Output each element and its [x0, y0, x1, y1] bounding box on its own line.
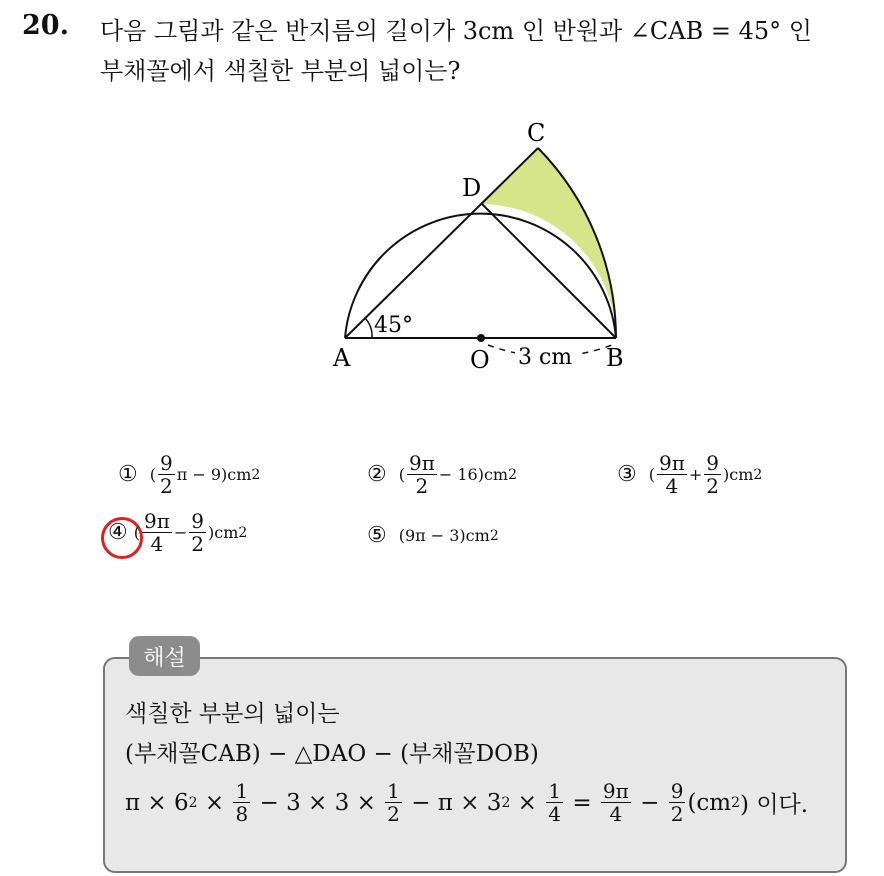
expr-part: − — [632, 789, 667, 816]
frac-num: 9π — [658, 451, 685, 475]
choice-5-mark: ⑤ — [367, 523, 387, 548]
choice-1-text: π − 9)cm — [176, 465, 252, 484]
choice-1-mark: ① — [118, 462, 138, 487]
question-number: 20. — [22, 10, 69, 41]
expr-sup: 2 — [188, 794, 198, 811]
expr-part: − 3 × 3 × — [252, 789, 384, 816]
choice-2-sup: 2 — [508, 466, 518, 483]
frac-num: 9 — [159, 451, 173, 475]
choice-4-open: ( — [133, 523, 140, 542]
frac-den: 2 — [191, 532, 204, 556]
choice-4-mark: ④ — [108, 520, 128, 545]
frac-num: 9 — [706, 451, 719, 475]
choice-4-sup: 2 — [238, 524, 248, 541]
expr-part: π × 6 — [125, 789, 189, 816]
label-o: O — [470, 346, 490, 374]
frac-den: 2 — [415, 474, 429, 498]
choice-4[interactable] — [108, 510, 247, 555]
frac-den: 4 — [150, 532, 164, 556]
segment-ac — [345, 148, 538, 338]
choice-1-sup: 2 — [251, 466, 261, 483]
expr-part: (cm — [687, 789, 732, 816]
choice-5[interactable] — [367, 523, 499, 548]
radius-label: 3 cm — [518, 345, 573, 370]
expr-equals: = — [565, 789, 599, 816]
choice-3-sup: 2 — [753, 466, 763, 483]
expr-fraction — [669, 780, 686, 825]
choice-2-text: − 16)cm — [438, 465, 509, 484]
frac-num: 9 — [670, 779, 684, 803]
angle-label: 45° — [374, 313, 413, 338]
choice-3-mark: ③ — [617, 462, 637, 487]
expr-fraction — [233, 780, 250, 825]
choice-1-open: ( — [149, 465, 156, 484]
frac-num: 1 — [387, 779, 400, 803]
frac-num: 1 — [235, 779, 249, 803]
frac-num: 9π — [143, 509, 170, 533]
choice-3[interactable] — [617, 452, 762, 497]
expr-part: × — [510, 789, 545, 816]
center-point-o — [477, 334, 485, 342]
expr-fraction — [385, 780, 402, 825]
choice-3-fraction-1 — [657, 452, 687, 497]
choice-4-text: )cm — [208, 523, 239, 542]
label-d: D — [462, 174, 482, 202]
frac-den: 4 — [548, 802, 562, 826]
choice-5-sup: 2 — [489, 527, 499, 544]
expr-part: − π × 3 — [403, 789, 502, 816]
label-b: B — [606, 344, 624, 372]
choice-3-text: )cm — [723, 465, 754, 484]
choice-2-mark: ② — [367, 462, 387, 487]
frac-num: 9 — [191, 509, 204, 533]
expr-fraction — [546, 780, 563, 825]
solution-tag: 해설 — [129, 636, 200, 676]
expr-sup: 2 — [731, 794, 741, 811]
shaded-region — [482, 148, 616, 338]
angle-arc — [365, 318, 372, 338]
choice-2[interactable] — [367, 452, 517, 497]
frac-num: 9π — [602, 779, 629, 803]
choice-1-fraction — [158, 452, 175, 497]
choice-2-open: ( — [398, 465, 405, 484]
frac-den: 2 — [670, 802, 684, 826]
frac-num: 9π — [408, 451, 435, 475]
frac-num: 1 — [548, 779, 562, 803]
expr-sup: 2 — [501, 794, 511, 811]
expr-part: × — [197, 789, 232, 816]
choice-4-fraction-2 — [189, 510, 206, 555]
frac-den: 2 — [387, 802, 400, 826]
solution-line-1: 색칠한 부분의 넓이는 — [125, 701, 340, 727]
question-line-2: 부채꼴에서 색칠한 부분의 넓이는? — [100, 57, 461, 85]
choice-3-open: ( — [648, 465, 655, 484]
choice-4-op: − — [173, 523, 188, 542]
label-c: C — [527, 119, 546, 147]
frac-den: 4 — [665, 474, 679, 498]
choice-1[interactable] — [118, 452, 260, 497]
choice-5-text: (9π − 3)cm — [398, 526, 490, 545]
frac-den: 2 — [706, 474, 719, 498]
label-a: A — [333, 344, 351, 372]
expr-part: ) 이다. — [740, 792, 809, 818]
choice-3-fraction-2 — [704, 452, 721, 497]
choice-3-op: + — [688, 465, 703, 484]
choice-4-fraction-1 — [142, 510, 172, 555]
solution-line-2: (부채꼴CAB) − △DAO − (부채꼴DOB) — [125, 741, 539, 767]
expr-fraction — [601, 780, 631, 825]
solution-line-3 — [125, 780, 808, 825]
frac-den: 8 — [235, 802, 249, 826]
question-line-1: 다음 그림과 같은 반지름의 길이가 3cm 인 반원과 ∠CAB = 45° 인 — [100, 17, 812, 45]
segment-db — [482, 204, 616, 338]
frac-den: 2 — [159, 474, 173, 498]
choice-2-fraction — [407, 452, 437, 497]
frac-den: 4 — [609, 802, 623, 826]
